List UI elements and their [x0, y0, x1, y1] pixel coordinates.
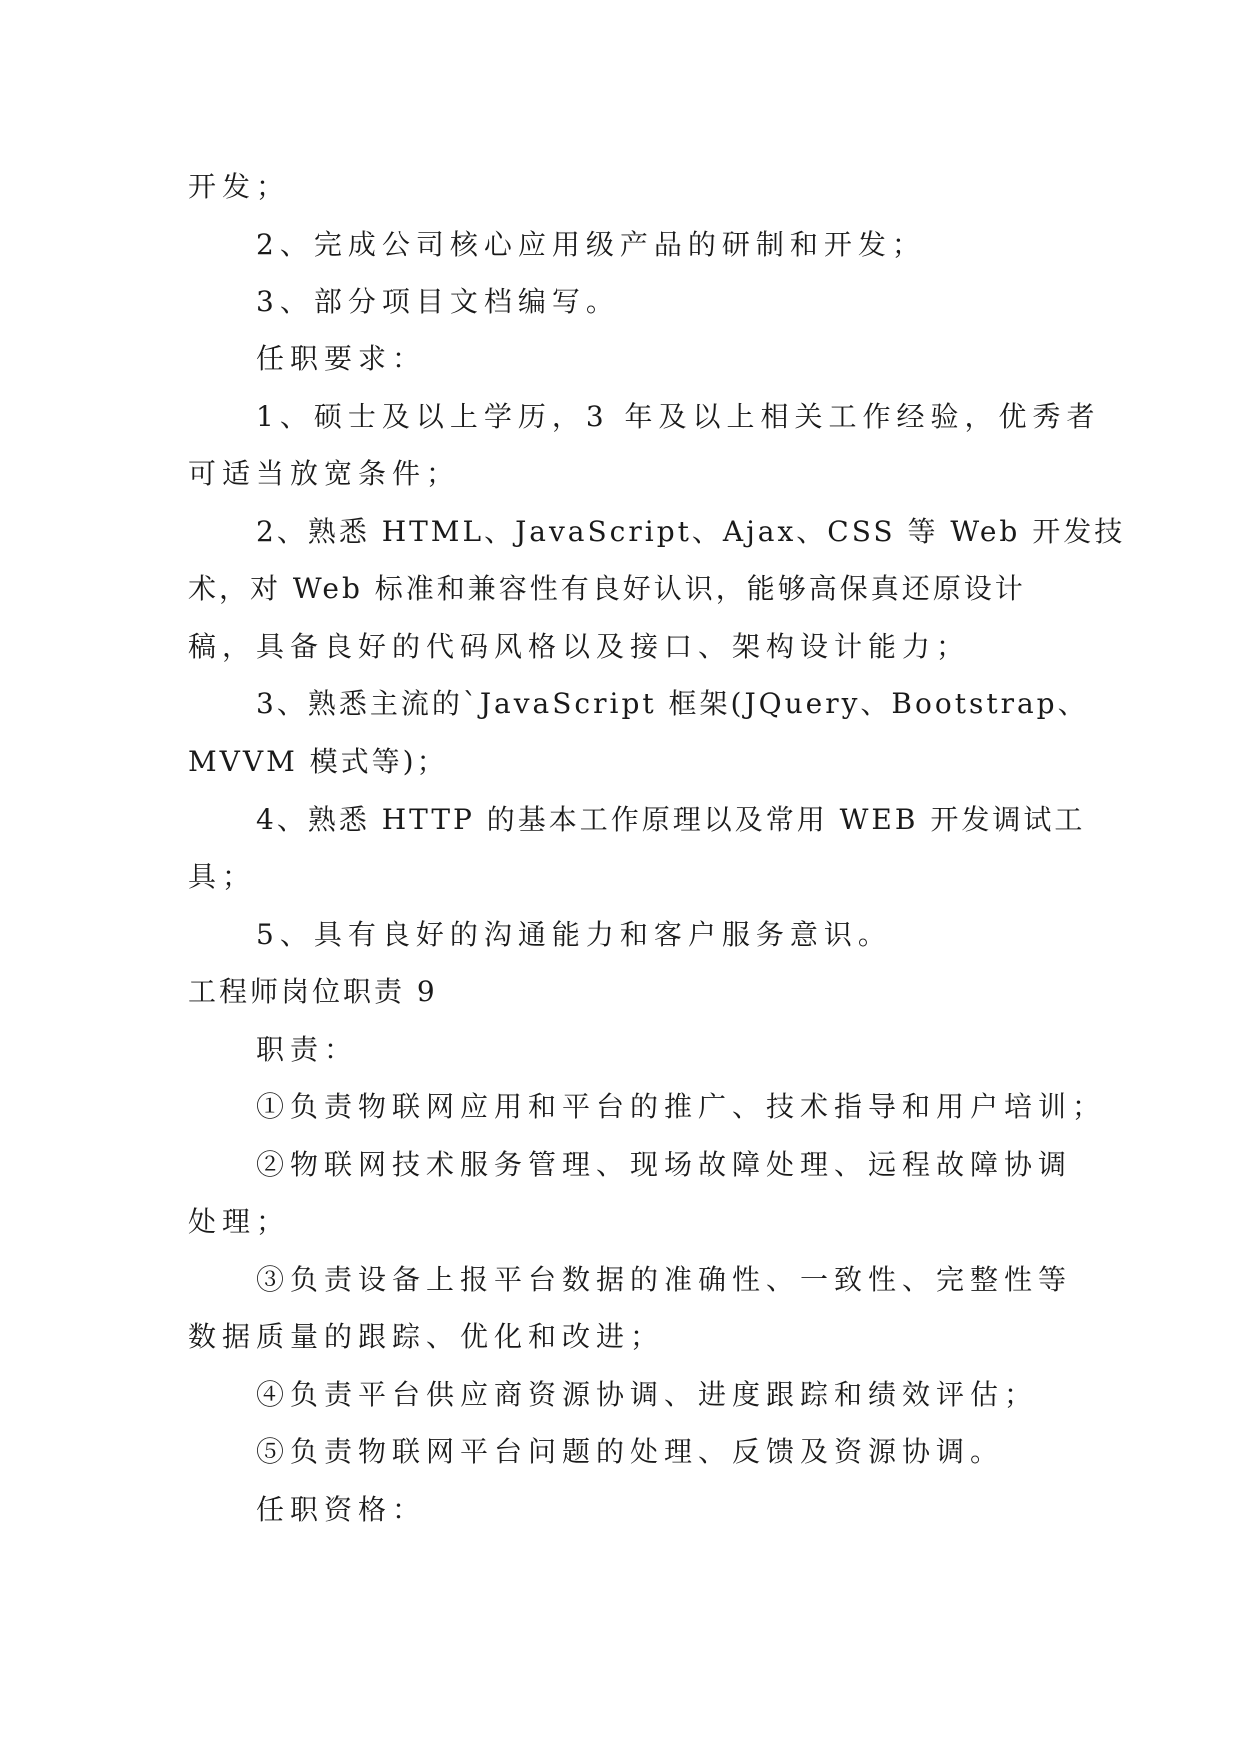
text-line: 4、熟悉 HTTP 的基本工作原理以及常用 WEB 开发调试工 [256, 803, 1086, 836]
text-line: 具； [188, 860, 257, 893]
text-line: ⑤负责物联网平台问题的处理、反馈及资源协调。 [256, 1435, 1005, 1468]
text-line: ③负责设备上报平台数据的准确性、一致性、完整性等 [256, 1263, 1073, 1296]
text-line: 5、具有良好的沟通能力和客户服务意识。 [256, 918, 892, 951]
text-line: 稿，具备良好的代码风格以及接口、架构设计能力； [188, 630, 971, 663]
text-line: 3、熟悉主流的`JavaScript 框架(JQuery、Bootstrap、 [256, 687, 1089, 720]
section-heading: 任职资格： [256, 1493, 427, 1526]
text-line: ④负责平台供应商资源协调、进度跟踪和绩效评估； [256, 1378, 1039, 1411]
text-line: 2、完成公司核心应用级产品的研制和开发； [256, 228, 926, 261]
text-line: 开发； [188, 170, 291, 203]
text-line: 可适当放宽条件； [188, 457, 461, 490]
text-line: ②物联网技术服务管理、现场故障处理、远程故障协调 [256, 1148, 1073, 1181]
text-line: MVVM 模式等)； [188, 745, 448, 778]
text-line: 2、熟悉 HTML、JavaScript、Ajax、CSS 等 Web 开发技 [256, 515, 1126, 548]
text-line: 数据质量的跟踪、优化和改进； [188, 1320, 665, 1353]
section-heading: 任职要求： [256, 342, 427, 375]
text-line: ①负责物联网应用和平台的推广、技术指导和用户培训； [256, 1090, 1107, 1123]
text-line: 处理； [188, 1205, 291, 1238]
text-line: 3、部分项目文档编写。 [256, 285, 620, 318]
section-title: 工程师岗位职责 9 [188, 975, 438, 1008]
section-heading: 职责： [256, 1033, 359, 1066]
text-line: 1、硕士及以上学历，3 年及以上相关工作经验，优秀者 [256, 400, 1101, 433]
text-line: 术，对 Web 标准和兼容性有良好认识，能够高保真还原设计 [188, 572, 1026, 605]
